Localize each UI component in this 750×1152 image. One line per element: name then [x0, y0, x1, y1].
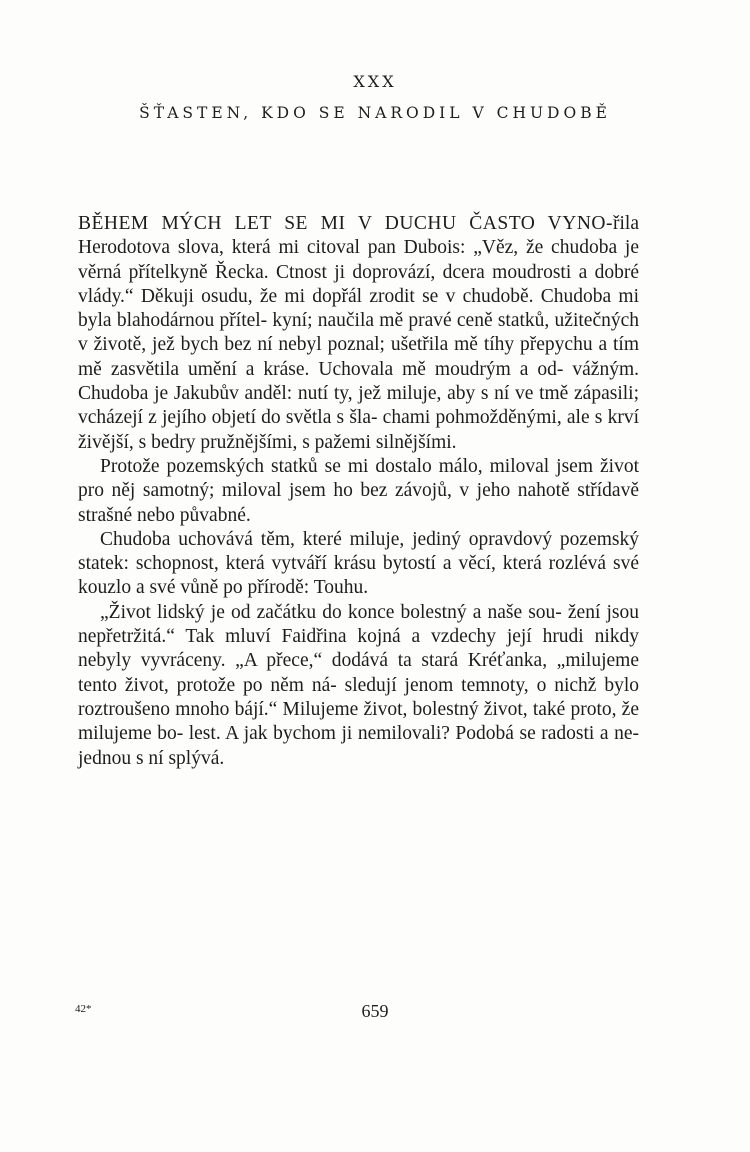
paragraph	[78, 455, 639, 528]
page-number: 659	[361, 1001, 389, 1021]
paragraph	[78, 212, 639, 455]
paragraph-text: Chudoba uchovává těm, které miluje, jediný opravdový pozemský statek: schopnost, která vytváří krásu bytostí a věcí, která rozlévá své kouzlo a své vůně po přírodě: Touhu.	[78, 528, 639, 599]
chapter-body	[78, 212, 639, 771]
opening-caps: BĚHEM MÝCH LET SE MI V DUCHU ČASTO VYNO-	[78, 213, 614, 234]
chapter-title: ŠŤASTEN, KDO SE NARODIL V CHUDOBĚ	[139, 104, 611, 122]
chapter-number: XXX	[353, 72, 397, 91]
paragraph-text: „Život lidský je od začátku do konce bolestný a naše sou- žení jsou nepřetržitá.“ Tak mluví Faidřina kojná a vzdechy její hrudi nikdy nebyly vyvráceny. „A přece,“ dodává ta stará Kréťanka, „milujeme tento život, protože po něm ná- sledují jenom temnoty, o nichž bylo roztroušeno mnoho bájí.“ Milujeme život, bolestný život, také proto, že milujeme bo- lest. A jak bychom ji nemilovali? Podobá se radosti a ne- jednou s ní splývá.	[78, 601, 639, 769]
paragraph-text: řila Herodotova slova, která mi citoval pan Dubois: „Věz, že chudoba je věrná přítelkyně Řecka. Ctnost ji doprovází, dcera moudrosti a dobré vlády.“ Děkuji osudu, že mi dopřál zrodit se v chudobě. Chudoba mi byla blahodárnou přítel- kyní; naučila mě pravé ceně statků, užitečných v životě, jež bych bez ní nebyl poznal; ušetřila mě tíhy přepychu a tím mě zasvětila umění a kráse. Uchovala mě moudrým a od- vážným. Chudoba je Jakubův anděl: nutí ty, jež miluje, aby s ní ve tmě zápasili; vcházejí z jejího objetí do světla s šla- chami pohmožděnými, ale s krví živější, s bedry pružnějšími, s pažemi silnějšími.	[78, 213, 639, 453]
printer-signature-mark: 42*	[75, 1003, 92, 1015]
paragraph-text: Protože pozemských statků se mi dostalo málo, miloval jsem život pro něj samotný; miloval jsem ho bez závojů, v jeho nahotě střídavě strašné nebo půvabné.	[78, 455, 639, 526]
paragraph	[78, 528, 639, 601]
paragraph	[78, 601, 639, 771]
